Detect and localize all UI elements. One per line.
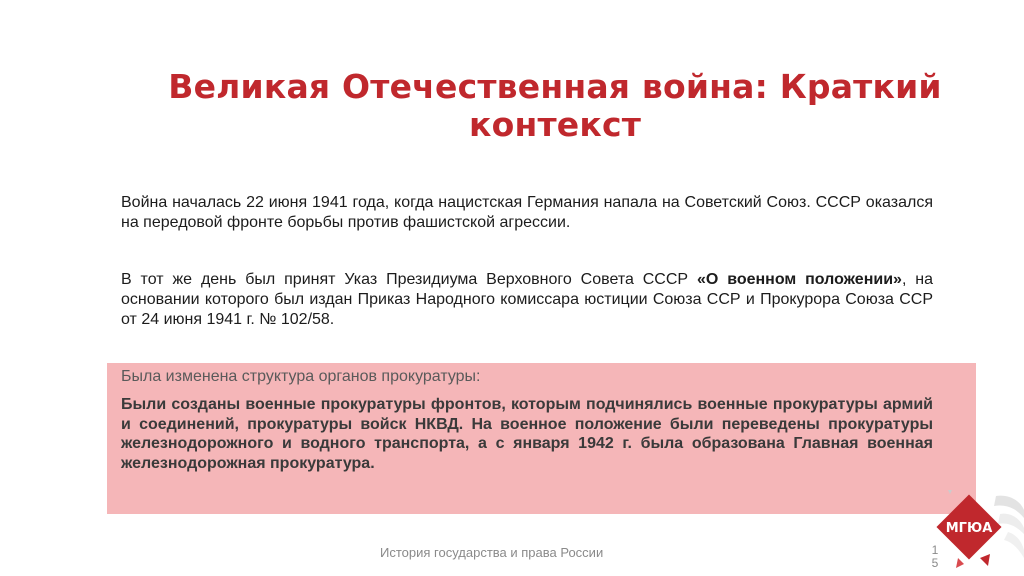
page-number-digit-1: 1 (931, 543, 939, 557)
paragraph-war-start: Война началась 22 июня 1941 года, когда нацистская Германия напала на Советский Союз. СССР оказался на передовой фронте борьбы против фашистской агрессии. (121, 194, 933, 231)
highlight-box-intro: Была изменена структура органов прокуратуры: (121, 368, 481, 385)
paragraph-martial-law-bold: «О военном положении» (696, 271, 902, 288)
highlight-box-bold-text: Были созданы военные прокуратуры фронтов, которым подчинялись военные прокуратуры армий и соединений, прокуратуры войск НКВД. На военное положение были переведены прокуратуры железнодорожного и водного транспорта, а с января 1942 г. была образована Главная военная железнодорожная прокуратура. (121, 396, 933, 472)
footer-course-title: История государства и права России (380, 545, 604, 560)
mgua-logo-graphic (928, 488, 1024, 576)
paragraph-martial-law-part2: , на основании которого был издан Приказ Народного комиссара юстиции Союза ССР и Прокурора Союза ССР от 24 июня 1941 г. № 102/58. (121, 271, 934, 328)
page-number-digit-2: 5 (931, 556, 939, 570)
paragraph-martial-law (121, 270, 933, 330)
logo-text: МГЮА (945, 521, 993, 536)
paragraph-martial-law-part1: В тот же день был принят Указ Президиума Верховного Совета СССР (121, 271, 697, 288)
mgua-logo-icon (928, 488, 1024, 576)
slide-title: Великая Отечественная война: Краткий контекст (168, 67, 942, 144)
